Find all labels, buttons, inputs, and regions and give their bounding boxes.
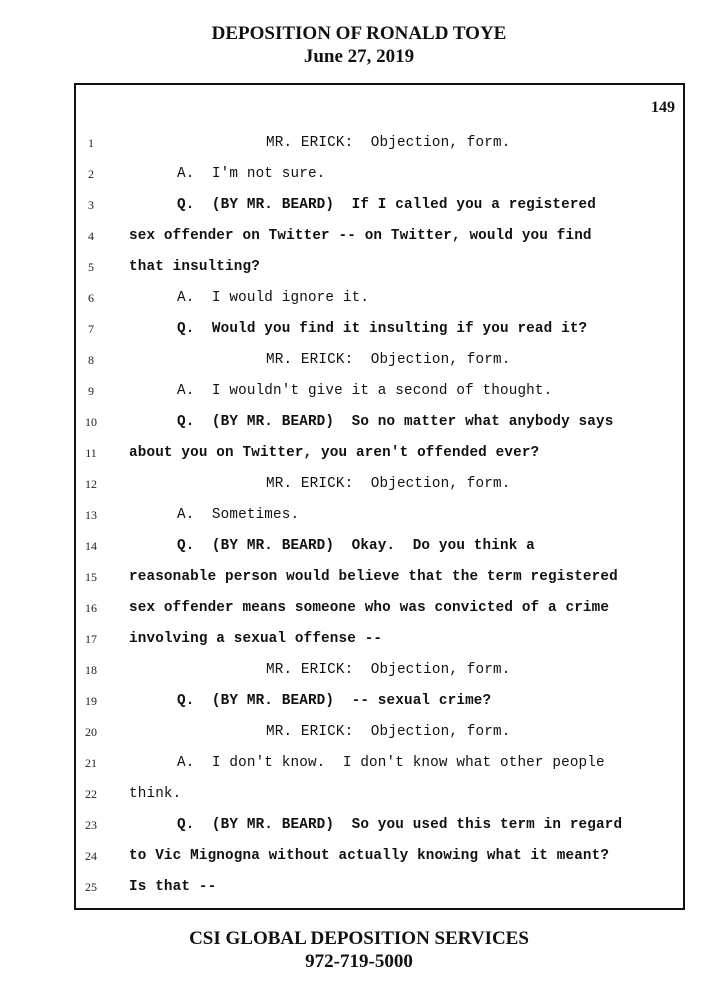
line-number: 9 [88,384,94,398]
line-text: MR. ERICK: Objection, form. [266,352,511,368]
line-number: 21 [85,756,97,770]
line-number: 11 [85,446,97,460]
line-number: 20 [85,725,97,739]
line-text: Q. (BY MR. BEARD) Okay. Do you think a [177,538,535,554]
line-text: A. I wouldn't give it a second of thought. [177,383,553,399]
transcript-line [76,164,683,184]
line-text: Q. (BY MR. BEARD) So no matter what anybody says [177,414,614,430]
line-number: 25 [85,880,97,894]
line-text: Is that -- [129,879,217,895]
line-number: 23 [85,818,97,832]
transcript-line [76,629,683,649]
line-text: A. I don't know. I don't know what other people [177,755,605,771]
line-number: 15 [85,570,97,584]
line-number: 18 [85,663,97,677]
transcript-page [74,83,685,910]
line-text: MR. ERICK: Objection, form. [266,135,511,151]
transcript-line [76,567,683,587]
transcript-line [76,536,683,556]
line-number: 13 [85,508,97,522]
line-number: 22 [85,787,97,801]
transcript-line [76,660,683,680]
line-number: 14 [85,539,97,553]
line-number: 24 [85,849,97,863]
transcript-line [76,784,683,804]
page-header [0,22,718,68]
line-text: Q. (BY MR. BEARD) -- sexual crime? [177,693,492,709]
line-text: Q. (BY MR. BEARD) So you used this term in regard [177,817,623,833]
transcript-line [76,257,683,277]
page-footer [0,927,718,973]
line-number: 12 [85,477,97,491]
deposition-title: DEPOSITION OF RONALD TOYE [211,23,507,44]
transcript-line [76,474,683,494]
line-number: 2 [88,167,94,181]
transcript-line [76,195,683,215]
transcript-line [76,350,683,370]
transcript-lines [76,85,683,908]
line-text: that insulting? [129,259,260,275]
line-text: involving a sexual offense -- [129,631,383,647]
page-number: 149 [651,99,675,116]
line-number: 8 [88,353,94,367]
transcript-line [76,133,683,153]
line-text: think. [129,786,182,802]
transcript-line [76,381,683,401]
transcript-line [76,505,683,525]
line-number: 6 [88,291,94,305]
transcript-line [76,598,683,618]
line-text: sex offender means someone who was convicted of a crime [129,600,610,616]
line-number: 1 [88,136,94,150]
line-text: reasonable person would believe that the term registered [129,569,618,585]
transcript-line [76,443,683,463]
line-number: 19 [85,694,97,708]
transcript-line [76,846,683,866]
line-text: MR. ERICK: Objection, form. [266,476,511,492]
line-text: A. I would ignore it. [177,290,370,306]
line-text: Q. Would you find it insulting if you read it? [177,321,588,337]
line-text: to Vic Mignogna without actually knowing what it meant? [129,848,610,864]
line-number: 3 [88,198,94,212]
line-text: A. Sometimes. [177,507,300,523]
line-text: sex offender on Twitter -- on Twitter, would you find [129,228,592,244]
line-text: about you on Twitter, you aren't offended ever? [129,445,540,461]
line-number: 17 [85,632,97,646]
transcript-line [76,753,683,773]
line-text: MR. ERICK: Objection, form. [266,662,511,678]
transcript-line [76,877,683,897]
company-phone: 972-719-5000 [305,951,413,972]
transcript-line [76,226,683,246]
line-text: Q. (BY MR. BEARD) If I called you a registered [177,197,597,213]
line-number: 5 [88,260,94,274]
line-number: 4 [88,229,94,243]
transcript-line [76,691,683,711]
line-text: A. I'm not sure. [177,166,326,182]
transcript-line [76,412,683,432]
line-text: MR. ERICK: Objection, form. [266,724,511,740]
transcript-line [76,722,683,742]
line-number: 10 [85,415,97,429]
line-number: 16 [85,601,97,615]
line-number: 7 [88,322,94,336]
transcript-line [76,319,683,339]
transcript-line [76,288,683,308]
transcript-line [76,815,683,835]
company-name: CSI GLOBAL DEPOSITION SERVICES [189,928,529,949]
deposition-date: June 27, 2019 [303,46,415,67]
